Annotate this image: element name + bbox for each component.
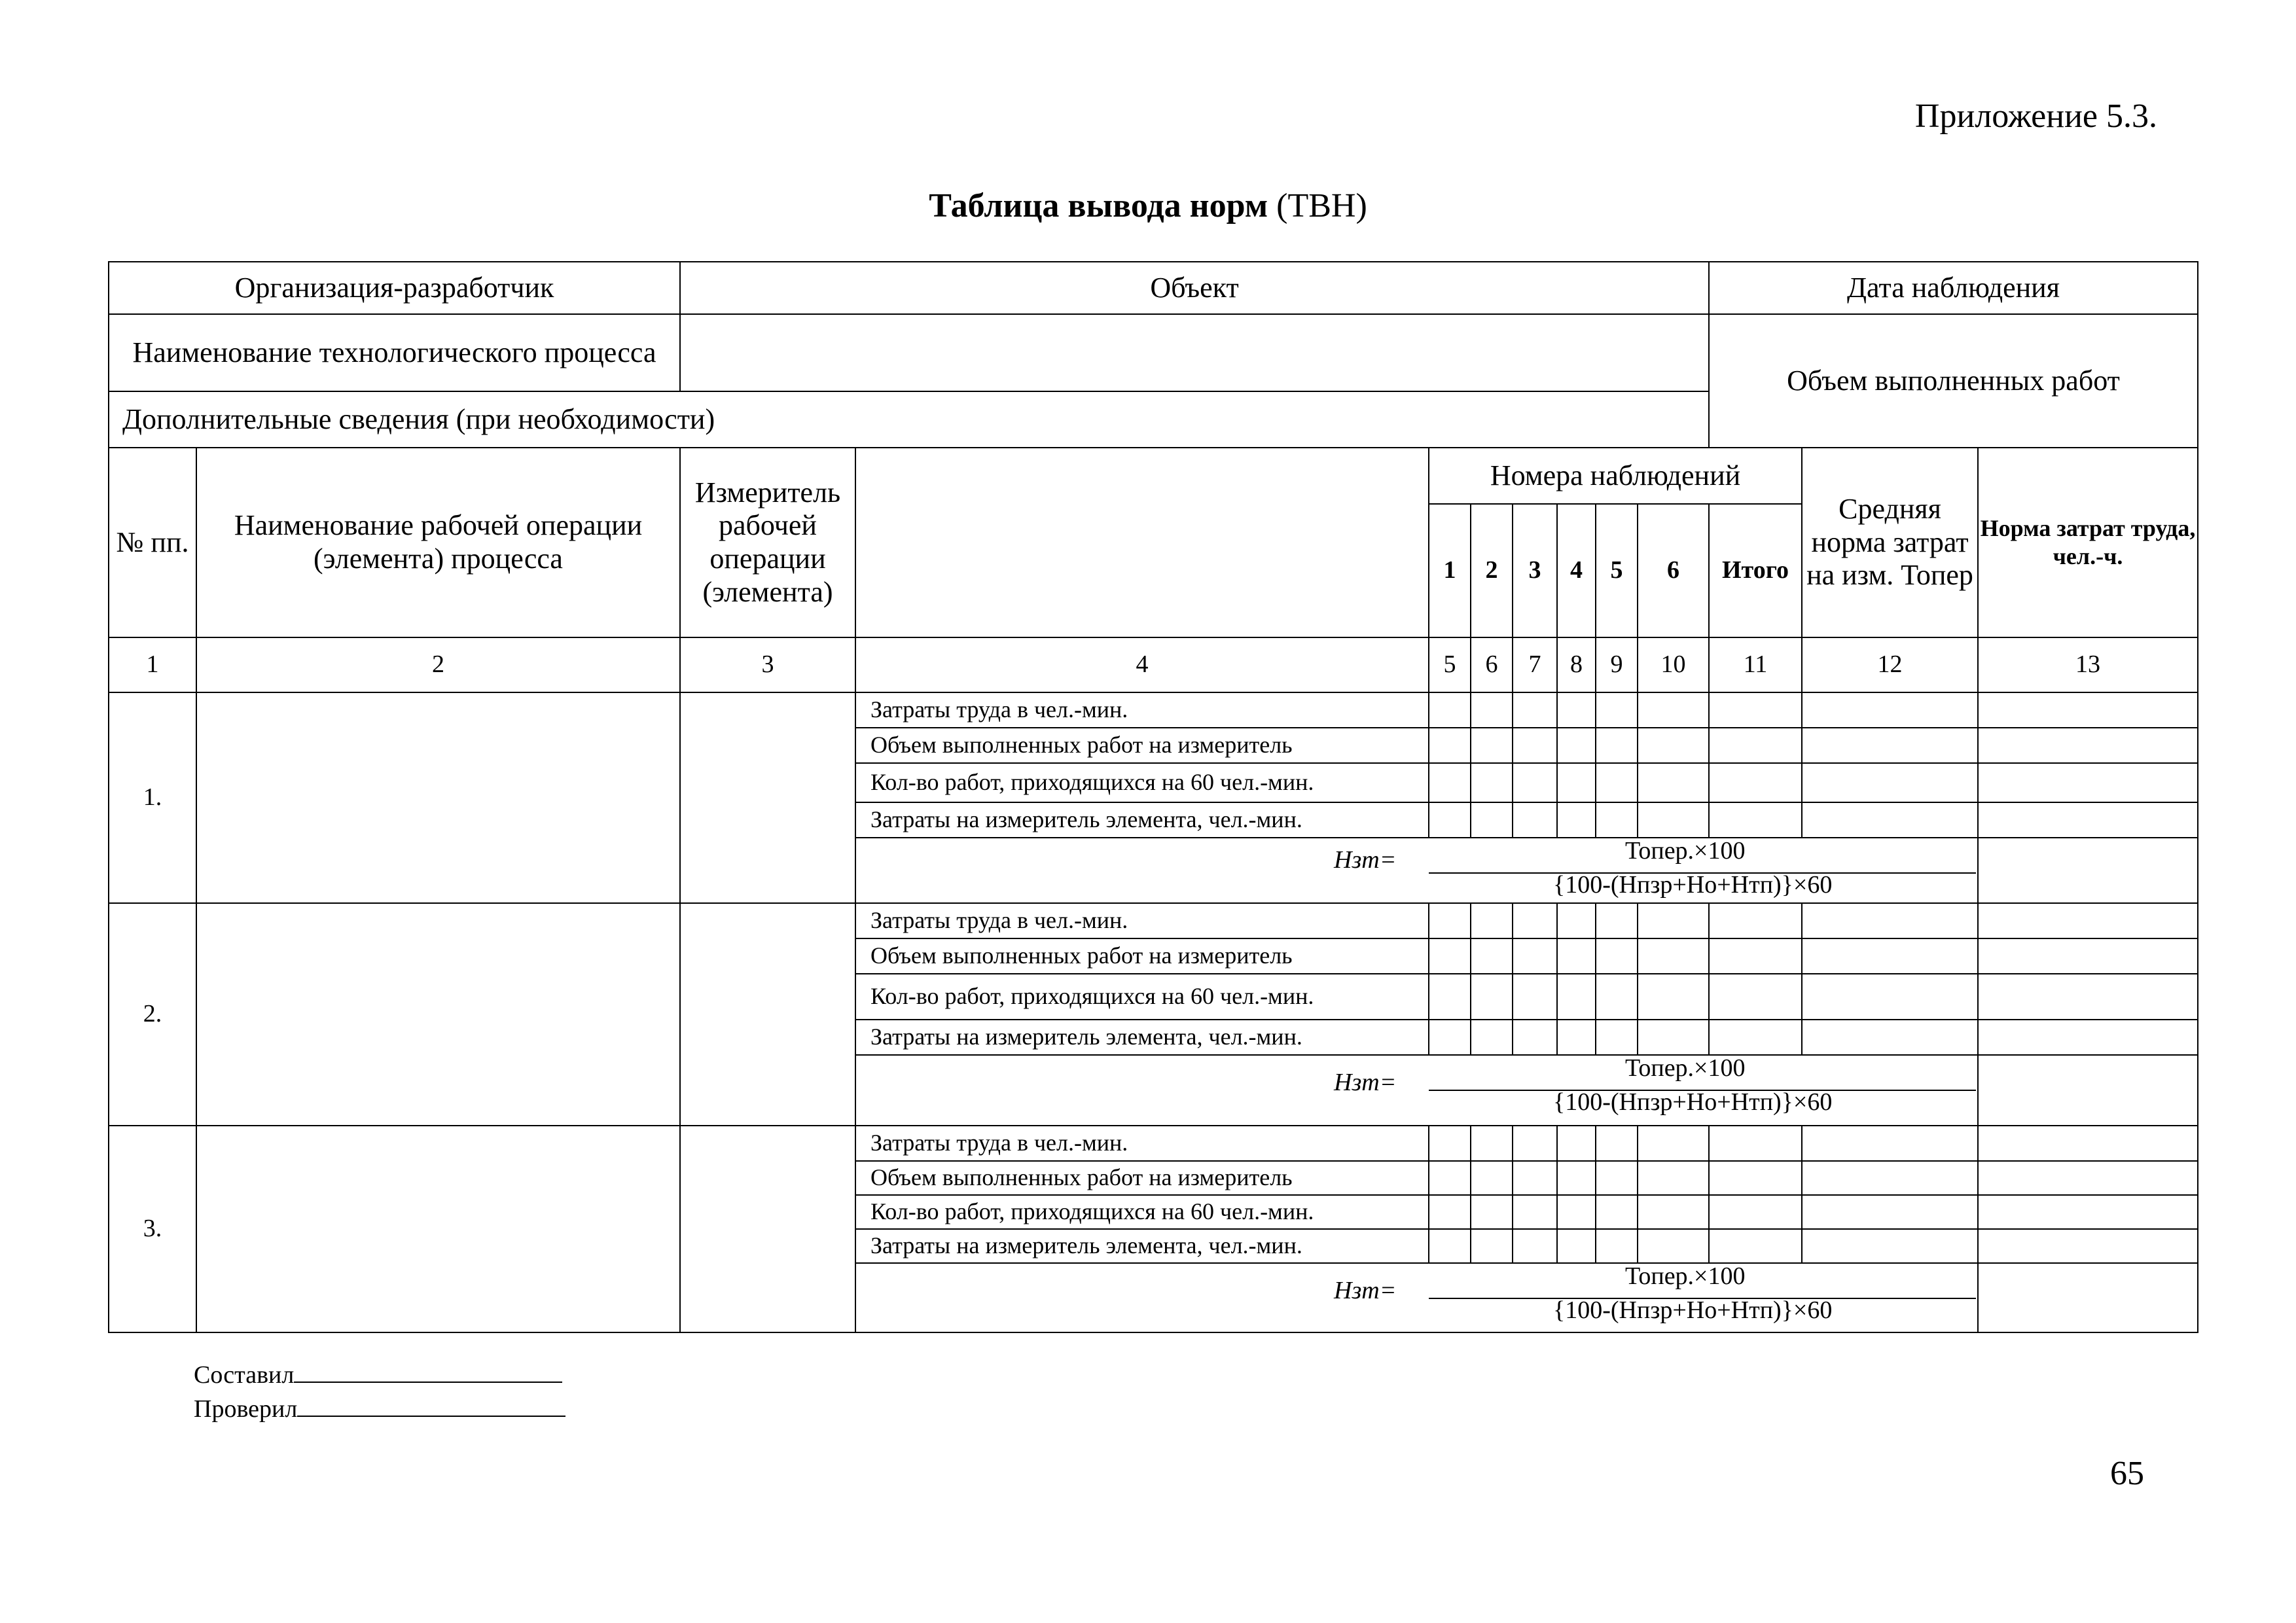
operation-name-cell — [196, 692, 680, 903]
col-number: 4 — [855, 637, 1429, 692]
compiled-label: Составил — [194, 1361, 295, 1389]
formula-lhs: Нзт= — [1334, 846, 1397, 874]
col-avg-norm-header: Средняя норма затрат на изм. Топер — [1802, 448, 1978, 637]
page-number: 65 — [2110, 1455, 2144, 1492]
group-number: 2. — [109, 903, 196, 1126]
col-number: 6 — [1471, 637, 1513, 692]
row-label: Кол-во работ, приходящихся на 60 чел.-мин. — [855, 1195, 1429, 1229]
row-label: Затраты на измеритель элемента, чел.-мин. — [855, 802, 1429, 838]
norm-formula — [855, 838, 1978, 903]
row-label: Кол-во работ, приходящихся на 60 чел.-мин. — [855, 763, 1429, 802]
row-label: Объем выполненных работ на измеритель — [855, 728, 1429, 763]
col-4-header — [855, 448, 1429, 637]
observations-header: Номера наблюдений — [1429, 448, 1802, 504]
col-number: 2 — [196, 637, 680, 692]
organization-header: Организация-разработчик — [109, 262, 680, 314]
col-number: 8 — [1557, 637, 1596, 692]
operation-name-cell — [196, 1126, 680, 1332]
operation-name-cell — [196, 903, 680, 1126]
norm-formula — [855, 1055, 1978, 1126]
norm-formula — [855, 1263, 1978, 1332]
row-label: Объем выполненных работ на измеритель — [855, 938, 1429, 974]
col-number: 13 — [1978, 637, 2198, 692]
process-name-label: Наименование технологического процесса — [109, 314, 680, 391]
col-number: 3 — [680, 637, 855, 692]
formula-lhs: Нзт= — [1334, 1277, 1397, 1304]
formula-numerator: Топер.×100 — [1625, 1263, 1746, 1290]
group-number: 3. — [109, 1126, 196, 1332]
obs-col-1: 1 — [1429, 504, 1471, 637]
additional-info-label: Дополнительные сведения (при необходимости) — [109, 391, 1709, 448]
formula-numerator: Топер.×100 — [1625, 1055, 1746, 1082]
col-number: 7 — [1513, 637, 1557, 692]
obs-col-5: 5 — [1596, 504, 1638, 637]
col-number: 1 — [109, 637, 196, 692]
checked-label: Проверил — [194, 1395, 298, 1423]
formula-denominator: {100-(Нпзр+Но+Нтп)}×60 — [1553, 1088, 1833, 1116]
row-label: Затраты труда в чел.-мин. — [855, 903, 1429, 938]
formula-denominator: {100-(Нпзр+Но+Нтп)}×60 — [1553, 871, 1833, 899]
formula-lhs: Нзт= — [1334, 1069, 1397, 1096]
row-label: Затраты на измеритель элемента, чел.-мин. — [855, 1229, 1429, 1263]
row-label: Объем выполненных работ на измеритель — [855, 1161, 1429, 1195]
obs-col-3: 3 — [1513, 504, 1557, 637]
row-label: Кол-во работ, приходящихся на 60 чел.-мин. — [855, 974, 1429, 1020]
appendix-label: Приложение 5.3. — [1914, 98, 2157, 135]
meter-cell — [680, 903, 855, 1126]
page-title — [0, 187, 2296, 225]
col-meter-header: Измеритель рабочей операции (элемента) — [680, 448, 855, 637]
row-label: Затраты труда в чел.-мин. — [855, 1126, 1429, 1161]
row-label: Затраты труда в чел.-мин. — [855, 692, 1429, 728]
formula-numerator: Топер.×100 — [1625, 838, 1746, 865]
row-label: Затраты на измеритель элемента, чел.-мин. — [855, 1020, 1429, 1055]
col-operation-header: Наименование рабочей операции (элемента) процесса — [196, 448, 680, 637]
signature-line — [297, 1394, 565, 1417]
date-header: Дата наблюдения — [1709, 262, 2198, 314]
col-num-header: № пп. — [109, 448, 196, 637]
col-labor-norm-header: Норма затрат труда, чел.-ч. — [1978, 448, 2198, 637]
group-number: 1. — [109, 692, 196, 903]
meter-cell — [680, 692, 855, 903]
obs-col-4: 4 — [1557, 504, 1596, 637]
signature-line — [294, 1360, 562, 1383]
work-volume-label: Объем выполненных работ — [1709, 314, 2198, 448]
title-main: Таблица вывода норм — [929, 187, 1268, 224]
formula-denominator: {100-(Нпзр+Но+Нтп)}×60 — [1553, 1296, 1833, 1324]
col-number: 10 — [1638, 637, 1709, 692]
obs-col-2: 2 — [1471, 504, 1513, 637]
obs-col-total: Итого — [1709, 504, 1802, 637]
col-number: 11 — [1709, 637, 1802, 692]
col-number: 12 — [1802, 637, 1978, 692]
process-name-value — [680, 314, 1709, 391]
title-abbreviation: (ТВН) — [1276, 187, 1367, 224]
compiled-by — [194, 1360, 562, 1389]
col-number: 5 — [1429, 637, 1471, 692]
checked-by — [194, 1394, 565, 1423]
object-header: Объект — [680, 262, 1709, 314]
norms-table — [108, 261, 2198, 1333]
meter-cell — [680, 1126, 855, 1332]
col-number: 9 — [1596, 637, 1638, 692]
obs-col-6: 6 — [1638, 504, 1709, 637]
